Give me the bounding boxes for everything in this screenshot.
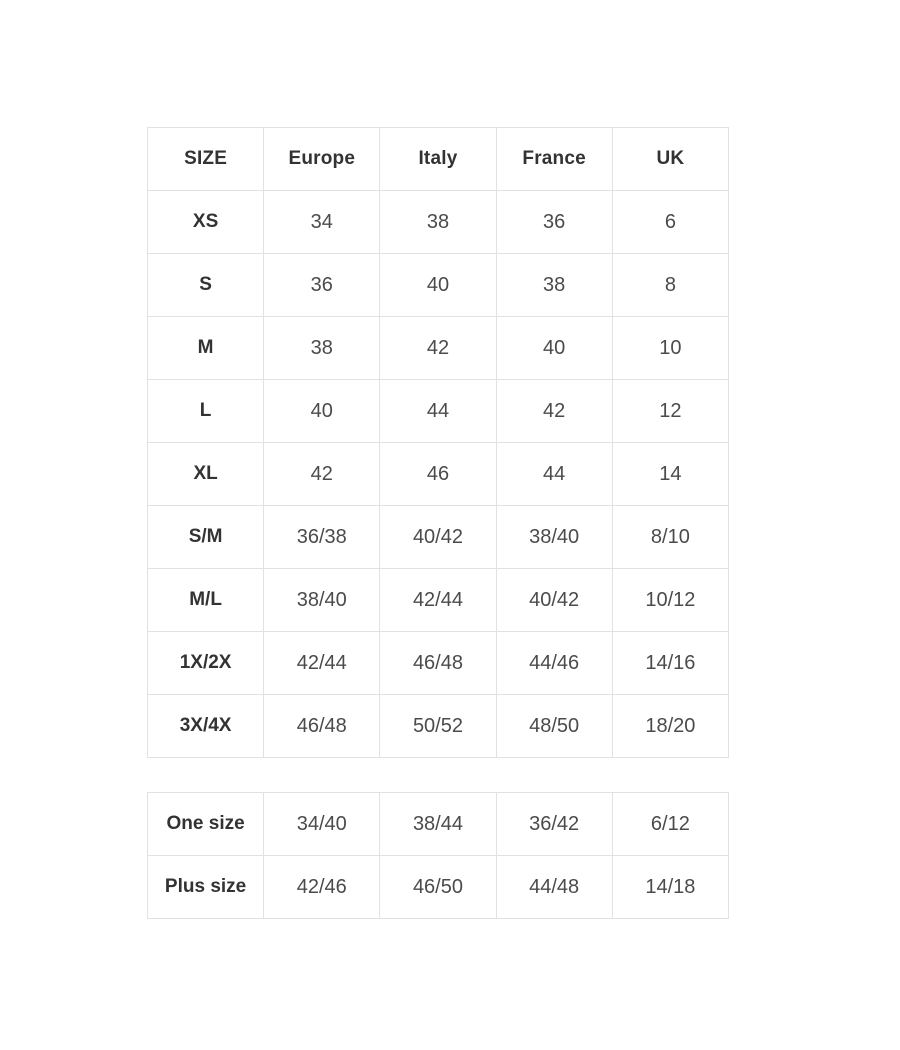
table-cell: 36 — [264, 254, 380, 317]
column-header-uk: UK — [612, 128, 728, 191]
size-label: 1X/2X — [148, 632, 264, 695]
table-cell: 40 — [496, 317, 612, 380]
table-cell: 6/12 — [612, 793, 728, 856]
table-cell: 38/40 — [264, 569, 380, 632]
table-cell: 38 — [496, 254, 612, 317]
table-cell: 14/16 — [612, 632, 728, 695]
table-cell: 46 — [380, 443, 496, 506]
table-cell: 36/42 — [496, 793, 612, 856]
table-cell: 38/40 — [496, 506, 612, 569]
table-cell: 6 — [612, 191, 728, 254]
table-cell: 42/44 — [380, 569, 496, 632]
table-cell: 36 — [496, 191, 612, 254]
table-cell: 8/10 — [612, 506, 728, 569]
table-row-xl — [148, 443, 729, 506]
size-label: M/L — [148, 569, 264, 632]
table-row-sm — [148, 506, 729, 569]
table-row-l — [148, 380, 729, 443]
table-row-one-size — [148, 793, 729, 856]
table-row-xs — [148, 191, 729, 254]
table-cell: 38 — [380, 191, 496, 254]
table-cell: 40 — [380, 254, 496, 317]
table-cell: 48/50 — [496, 695, 612, 758]
table-cell: 10 — [612, 317, 728, 380]
table-row-s — [148, 254, 729, 317]
table-cell: 40/42 — [496, 569, 612, 632]
column-header-size: SIZE — [148, 128, 264, 191]
column-header-italy: Italy — [380, 128, 496, 191]
table-cell: 42 — [380, 317, 496, 380]
table-cell: 44 — [380, 380, 496, 443]
table-row-ml — [148, 569, 729, 632]
size-label: 3X/4X — [148, 695, 264, 758]
table-cell: 46/48 — [264, 695, 380, 758]
table-cell: 42/46 — [264, 856, 380, 919]
size-label: S — [148, 254, 264, 317]
table-cell: 34/40 — [264, 793, 380, 856]
column-header-france: France — [496, 128, 612, 191]
size-conversion-table — [147, 127, 729, 758]
table-cell: 38 — [264, 317, 380, 380]
table-cell: 34 — [264, 191, 380, 254]
table-row-plus-size — [148, 856, 729, 919]
size-label: Plus size — [148, 856, 264, 919]
table-row-m — [148, 317, 729, 380]
table-cell: 50/52 — [380, 695, 496, 758]
table-row-1x2x — [148, 632, 729, 695]
table-cell: 40/42 — [380, 506, 496, 569]
table-cell: 42/44 — [264, 632, 380, 695]
table-cell: 44 — [496, 443, 612, 506]
table-cell: 46/48 — [380, 632, 496, 695]
table-cell: 14/18 — [612, 856, 728, 919]
table-cell: 44/48 — [496, 856, 612, 919]
size-label: L — [148, 380, 264, 443]
table-cell: 46/50 — [380, 856, 496, 919]
special-sizes-table — [147, 792, 729, 919]
table-cell: 36/38 — [264, 506, 380, 569]
table-cell: 12 — [612, 380, 728, 443]
size-label: M — [148, 317, 264, 380]
table-cell: 14 — [612, 443, 728, 506]
size-label: S/M — [148, 506, 264, 569]
table-cell: 42 — [496, 380, 612, 443]
table-header-row — [148, 128, 729, 191]
size-label: One size — [148, 793, 264, 856]
size-label: XL — [148, 443, 264, 506]
column-header-europe: Europe — [264, 128, 380, 191]
table-row-3x4x — [148, 695, 729, 758]
table-cell: 44/46 — [496, 632, 612, 695]
table-cell: 40 — [264, 380, 380, 443]
table-cell: 38/44 — [380, 793, 496, 856]
table-cell: 8 — [612, 254, 728, 317]
table-cell: 42 — [264, 443, 380, 506]
size-label: XS — [148, 191, 264, 254]
table-cell: 18/20 — [612, 695, 728, 758]
table-cell: 10/12 — [612, 569, 728, 632]
